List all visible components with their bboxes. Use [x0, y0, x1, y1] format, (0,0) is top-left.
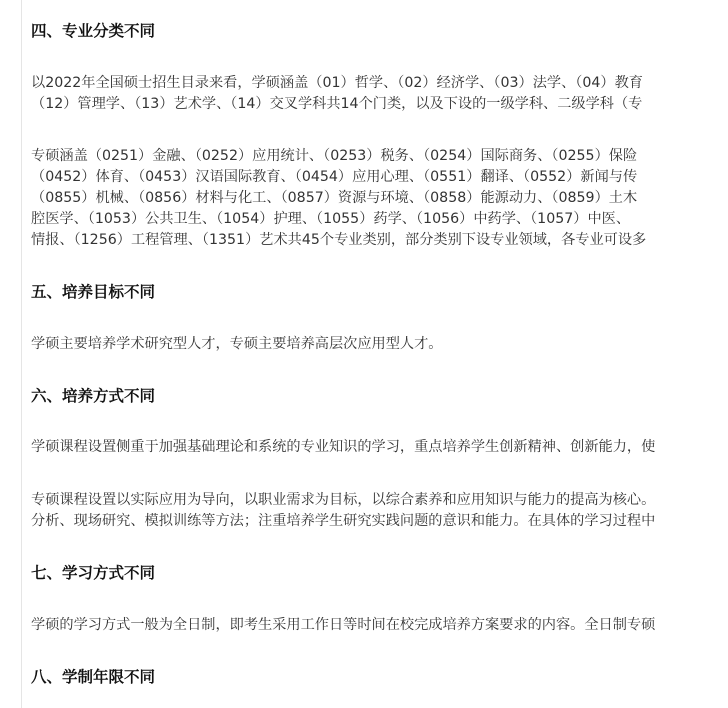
paragraph-line: 学硕主要培养学术研究型人才，专硕主要培养高层次应用型人才。	[31, 336, 443, 352]
section-heading-major-classification: 四、专业分类不同	[31, 22, 156, 40]
paragraph-line: 分析、现场研究、模拟训练等方法；注重培养学生研究实践问题的意识和能力。在具体的学习过程中	[31, 513, 656, 529]
section-heading-duration: 八、学制年限不同	[31, 668, 156, 686]
section-heading-training-goal: 五、培养目标不同	[31, 283, 156, 301]
article-body	[31, 0, 728, 708]
paragraph-line: （12）管理学、（13）艺术学、（14）交叉学科共14个门类，以及下设的一级学科、二级学科（专	[31, 96, 643, 112]
paragraph-line: （0452）体育、（0453）汉语国际教育、（0454）应用心理、（0551）翻译、（0552）新闻与传	[31, 169, 638, 185]
section-heading-study-mode: 七、学习方式不同	[31, 564, 156, 582]
paragraph-line: 腔医学、（1053）公共卫生、（1054）护理、（1055）药学、（1056）中药学、（1057）中医、	[31, 211, 631, 227]
content-left-border	[21, 0, 22, 708]
paragraph-line: （0855）机械、（0856）材料与化工、（0857）资源与环境、（0858）能源动力、（0859）土木	[31, 190, 638, 206]
paragraph-line: 专硕涵盖（0251）金融、（0252）应用统计、（0253）税务、（0254）国际商务、（0255）保险	[31, 148, 638, 164]
paragraph-line: 学硕的学习方式一般为全日制，即考生采用工作日等时间在校完成培养方案要求的内容。全日制专硕	[31, 617, 656, 633]
paragraph-line: 专硕课程设置以实际应用为导向，以职业需求为目标，以综合素养和应用知识与能力的提高为核心。	[31, 492, 656, 508]
section-heading-training-method: 六、培养方式不同	[31, 387, 156, 405]
paragraph-line: 情报、（1256）工程管理、（1351）艺术共45个专业类别，部分类别下设专业领域，各专业可设多	[31, 232, 647, 248]
paragraph-line: 以2022年全国硕士招生目录来看，学硕涵盖（01）哲学、（02）经济学、（03）法学、（04）教育	[31, 75, 643, 91]
paragraph-line: 学硕课程设置侧重于加强基础理论和系统的专业知识的学习，重点培养学生创新精神、创新能力，使	[31, 439, 656, 455]
